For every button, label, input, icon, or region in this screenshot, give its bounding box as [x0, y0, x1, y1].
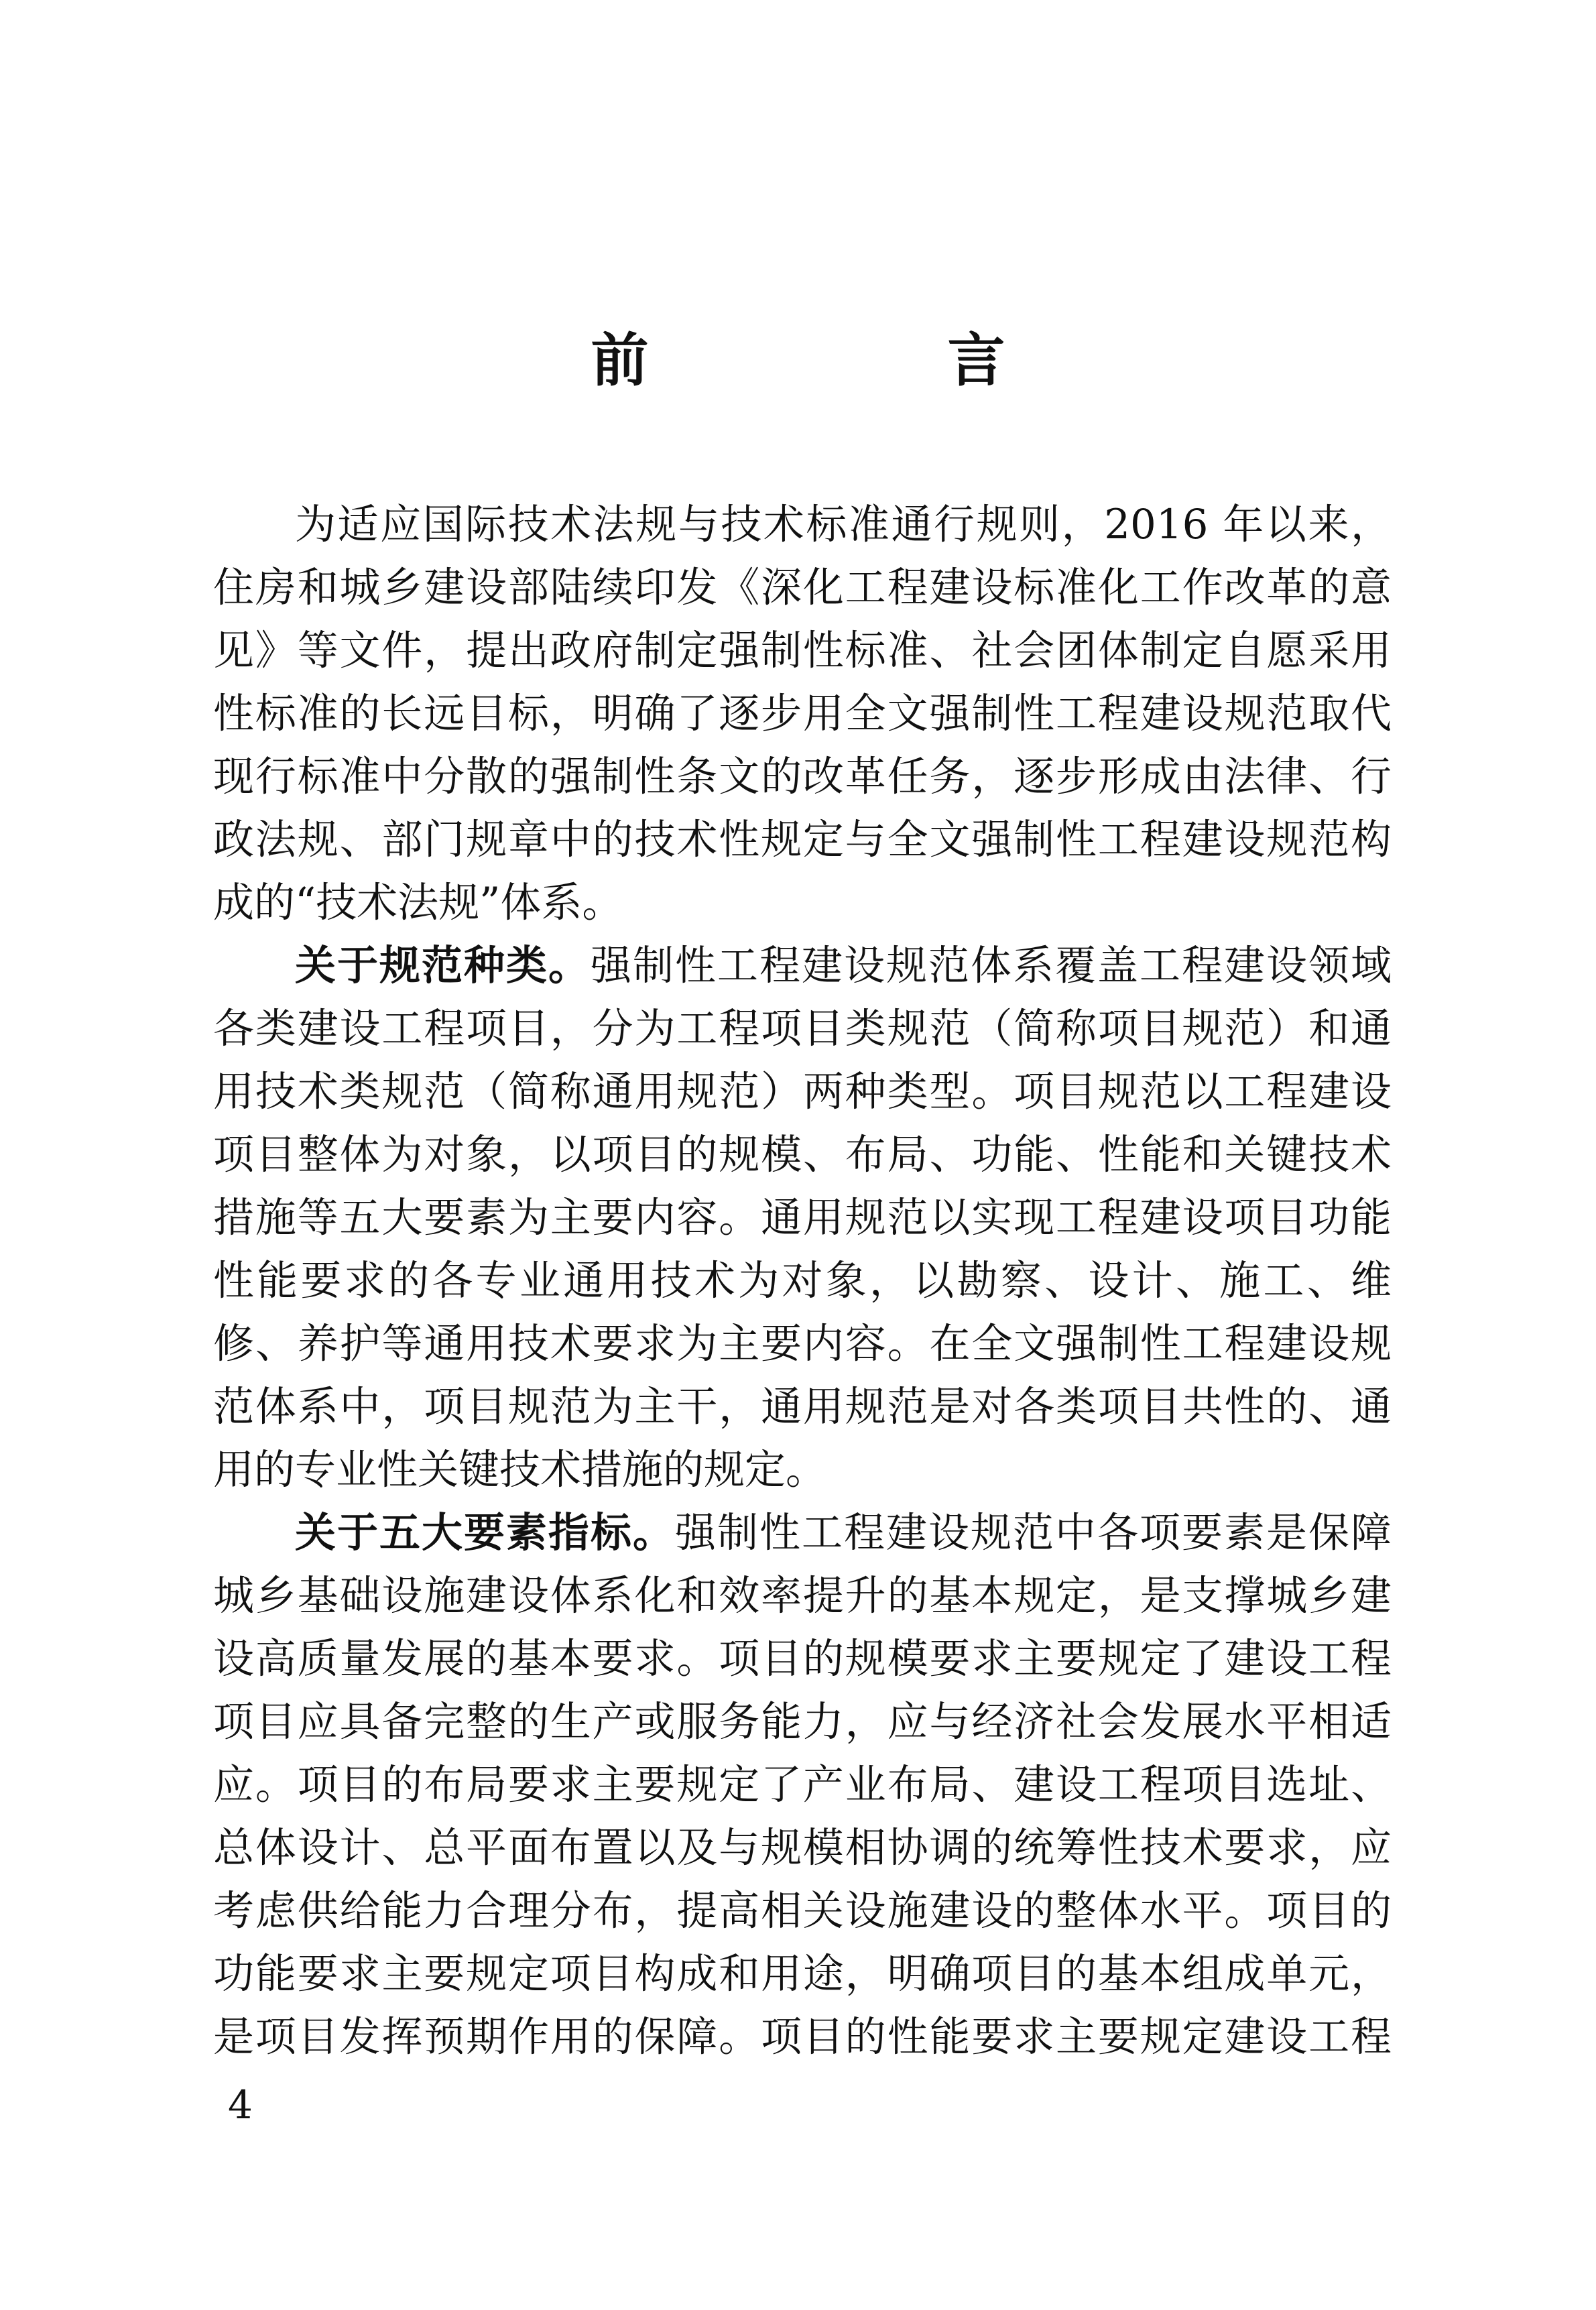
paragraph-line: 项目应具备完整的生产或服务能力，应与经济社会发展水平相适 — [213, 1698, 1392, 1746]
paragraph-line: 应。项目的布局要求主要规定了产业布局、建设工程项目选址、 — [213, 1761, 1392, 1809]
paragraph-line: 各类建设工程项目，分为工程项目类规范（简称项目规范）和通 — [213, 1005, 1392, 1052]
paragraph-line: 城乡基础设施建设体系化和效率提升的基本规定，是支撑城乡建 — [213, 1572, 1392, 1620]
paragraph-line: 功能要求主要规定项目构成和用途，明确项目的基本组成单元， — [213, 1950, 1392, 1998]
paragraph-line-text: 强制性工程建设规范体系覆盖工程建设领域 — [591, 942, 1392, 989]
paragraph-line: 性能要求的各专业通用技术为对象，以勘察、设计、施工、维 — [213, 1257, 1392, 1304]
paragraph-line: 性标准的长远目标，明确了逐步用全文强制性工程建设规范取代 — [213, 690, 1392, 737]
paragraph-line: 措施等五大要素为主要内容。通用规范以实现工程建设项目功能 — [213, 1194, 1392, 1241]
page-title: 前 言 — [591, 327, 1126, 394]
paragraph-line: 用技术类规范（简称通用规范）两种类型。项目规范以工程建设 — [213, 1068, 1392, 1115]
paragraph-line: 为适应国际技术法规与技术标准通行规则，2016 年以来， — [295, 501, 1392, 548]
paragraph-line: 总体设计、总平面布置以及与规模相协调的统筹性技术要求，应 — [213, 1824, 1392, 1872]
paragraph-line: 范体系中，项目规范为主干，通用规范是对各类项目共性的、通 — [213, 1383, 1392, 1431]
paragraph-line: 见》等文件，提出政府制定强制性标准、社会团体制定自愿采用 — [213, 627, 1392, 674]
paragraph-line: 考虑供给能力合理分布，提高相关设施建设的整体水平。项目的 — [213, 1887, 1392, 1935]
body-text — [213, 493, 1392, 2069]
paragraph-first-line — [213, 934, 1392, 997]
paragraph-line: 项目整体为对象，以项目的规模、布局、功能、性能和关键技术 — [213, 1131, 1392, 1178]
paragraph-2 — [213, 934, 1392, 1502]
paragraph-line: 修、养护等通用技术要求为主要内容。在全文强制性工程建设规 — [213, 1320, 1392, 1367]
paragraph-lead: 关于五大要素指标。 — [295, 1509, 675, 1557]
paragraph-line: 政法规、部门规章中的技术性规定与全文强制性工程建设规范构 — [213, 816, 1392, 863]
paragraph-line-text: 强制性工程建设规范中各项要素是保障 — [675, 1509, 1392, 1557]
paragraph-line: 设高质量发展的基本要求。项目的规模要求主要规定了建设工程 — [213, 1635, 1392, 1683]
paragraph-line: 用的专业性关键技术措施的规定。 — [213, 1446, 827, 1494]
paragraph-line: 成的“技术法规”体系。 — [213, 879, 623, 926]
paragraph-lead: 关于规范种类。 — [295, 942, 591, 989]
paragraph-line: 现行标准中分散的强制性条文的改革任务，逐步形成由法律、行 — [213, 753, 1392, 800]
paragraph-line: 住房和城乡建设部陆续印发《深化工程建设标准化工作改革的意 — [213, 564, 1392, 611]
paragraph-line: 是项目发挥预期作用的保障。项目的性能要求主要规定建设工程 — [213, 2013, 1392, 2061]
paragraph-first-line — [213, 1502, 1392, 1565]
paragraph-1 — [213, 493, 1392, 934]
page-number: 4 — [228, 2082, 253, 2128]
paragraph-3 — [213, 1502, 1392, 2069]
